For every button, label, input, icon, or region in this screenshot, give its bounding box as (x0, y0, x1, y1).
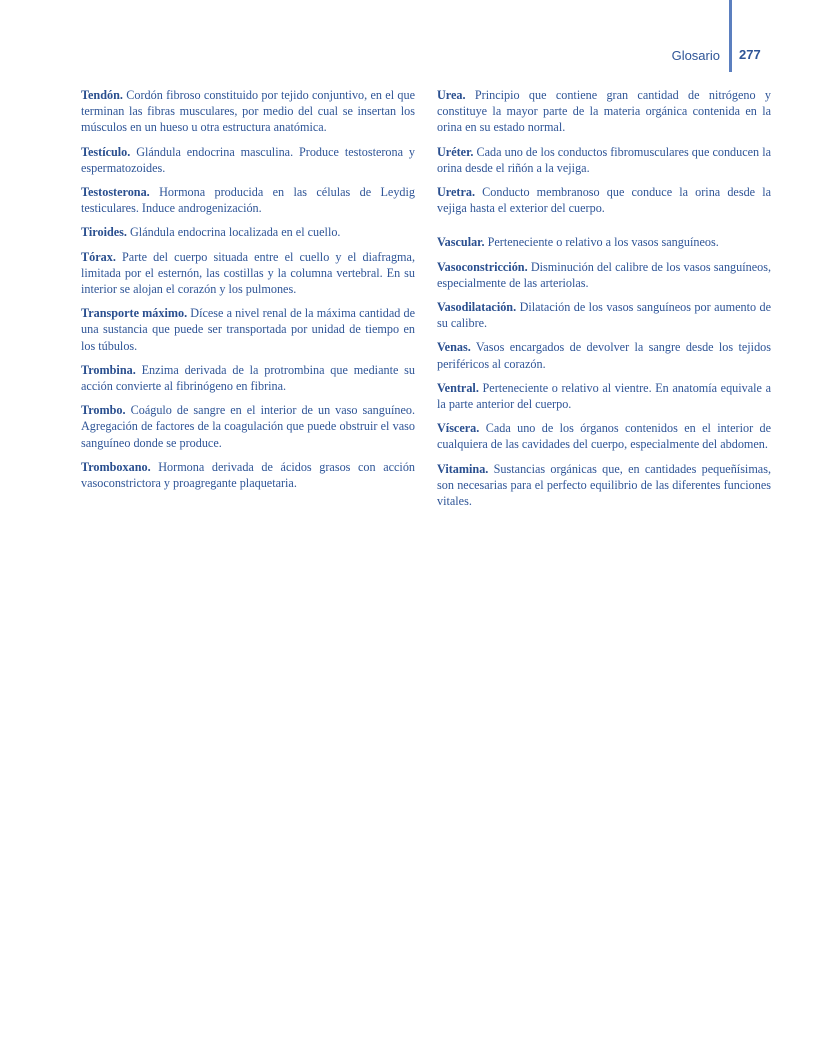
glossary-term: Uréter. (437, 144, 474, 159)
glossary-entry (81, 249, 415, 298)
glossary-term: Trombina. (81, 362, 136, 377)
glossary-definition: Parte del cuerpo situada entre el cuello y el diafragma, limitada por el esternón, las costillas y la columna vertebral. En su interior se alojan el corazón y los pulmones. (81, 249, 415, 297)
glossary-entry (81, 87, 415, 136)
header-vertical-rule (729, 0, 732, 72)
glossary-term: Testosterona. (81, 185, 150, 200)
glossary-entry (81, 402, 415, 451)
running-header-section: Glosario (671, 48, 720, 63)
glossary-entry (437, 144, 771, 176)
glossary-term: Víscera. (437, 421, 480, 436)
glossary-entry (437, 234, 771, 250)
glossary-entry (81, 224, 415, 240)
glossary-definition: Conducto membranoso que conduce la orina desde la vejiga hasta el exterior del cuerpo. (437, 185, 772, 216)
glossary-definition: Coágulo de sangre en el interior de un vaso sanguíneo. Agregación de factores de la coagulación que puede obstruir el vaso sanguíneo donde se produce. (81, 403, 415, 450)
glossary-term: Venas. (437, 340, 471, 355)
glossary-definition: Dícese a nivel renal de la máxima cantidad de una sustancia que puede ser transportada por unidad de tiempo en los túbulos. (81, 306, 416, 353)
glossary-definition: Hormona producida en las células de Leydig testiculares. Induce androgenización. (81, 185, 415, 216)
glossary-definition: Vasos encargados de devolver la sangre desde los tejidos periféricos al corazón. (437, 340, 771, 371)
glossary-definition: Perteneciente o relativo a los vasos sanguíneos. (487, 235, 719, 250)
glossary-definition: Perteneciente o relativo al vientre. En anatomía equivale a la parte anterior del cuerpo. (437, 380, 771, 412)
glossary-entry (437, 299, 771, 331)
glossary-entry (81, 459, 415, 491)
glossary-definition: Sustancias orgánicas que, en cantidades pequeñísimas, son necesarias para el perfecto equilibrio de las diferentes funciones vitales. (437, 461, 771, 509)
glossary-term: Transporte máximo. (81, 306, 188, 321)
glossary-definition: Cordón fibroso constituido por tejido conjuntivo, en el que terminan las fibras musculares, por medio del cual se insertan los músculos en un hueso u otra estructura anatómica. (81, 88, 415, 135)
glossary-entry (81, 144, 415, 176)
glossary-definition: Dilatación de los vasos sanguíneos por aumento de su calibre. (437, 300, 772, 331)
glossary-term: Uretra. (437, 185, 476, 200)
glossary-definition: Enzima derivada de la protrombina que mediante su acción convierte al fibrinógeno en fibrina. (81, 362, 416, 394)
glossary-term: Tromboxano. (81, 459, 151, 474)
glossary-column-left (81, 87, 415, 499)
glossary-entry (81, 305, 415, 354)
glossary-definition: Glándula endocrina masculina. Produce testosterona y espermatozoides. (81, 144, 415, 175)
glossary-definition: Principio que contiene gran cantidad de nitrógeno y constituye la mayor parte de la materia orgánica contenida en la orina en su estado normal. (437, 88, 772, 135)
glossary-entry (437, 380, 771, 412)
glossary-term: Testículo. (81, 144, 131, 159)
glossary-term: Vasoconstricción. (437, 259, 528, 274)
glossary-term: Tiroides. (81, 225, 127, 240)
glossary-entry (437, 461, 771, 510)
glossary-term: Trombo. (81, 403, 126, 418)
glossary-term: Vitamina. (437, 461, 489, 476)
glossary-definition: Cada uno de los órganos contenidos en el interior de cualquiera de las cavidades del cuerpo, especialmente del abdomen. (437, 421, 772, 452)
glossary-term: Vasodilatación. (437, 300, 517, 315)
glossary-term: Tendón. (81, 88, 123, 102)
glossary-column-right (437, 87, 771, 517)
glossary-definition: Glándula endocrina localizada en el cuello. (130, 225, 341, 240)
glossary-entry (437, 420, 771, 452)
glossary-term: Vascular. (437, 235, 485, 250)
glossary-entry (437, 184, 771, 216)
glossary-entry (437, 87, 771, 136)
glossary-definition: Hormona derivada de ácidos grasos con acción vasoconstrictora y proagregante plaquetaria. (81, 459, 416, 491)
glossary-entry (437, 339, 771, 371)
glossary-entry (437, 259, 771, 291)
glossary-entry (81, 362, 415, 394)
glossary-definition: Disminución del calibre de los vasos sanguíneos, especialmente de las arteriolas. (437, 259, 772, 290)
glossary-term: Tórax. (81, 249, 116, 264)
glossary-entry (81, 184, 415, 216)
glossary-term: Urea. (437, 88, 466, 102)
page-number: 277 (739, 47, 761, 62)
glossary-definition: Cada uno de los conductos fibromusculares que conducen la orina desde el riñón a la vejiga. (437, 144, 772, 175)
glossary-term: Ventral. (437, 380, 479, 395)
